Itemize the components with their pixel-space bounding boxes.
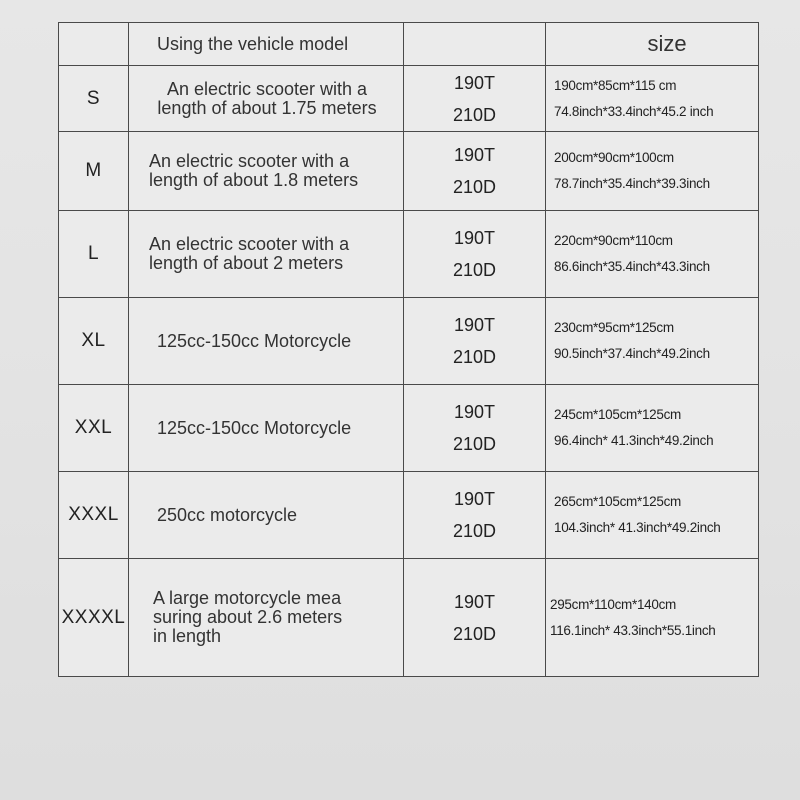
size-inch: 104.3inch* 41.3inch*49.2inch — [554, 520, 721, 535]
size-cm: 295cm*110cm*140cm — [550, 596, 676, 612]
vehicle-model — [129, 559, 404, 677]
fabric-190t: 190T — [453, 72, 496, 93]
vehicle-model-line: 250cc motorcycle — [157, 504, 298, 525]
fabric-cell — [404, 132, 546, 211]
size-cm: 190cm*85cm*115 cm — [554, 77, 677, 93]
vehicle-model-line: An electric scooter with a — [166, 78, 368, 99]
size-inch: 78.7inch*35.4inch*39.3inch — [554, 176, 710, 191]
vehicle-model-line: An electric scooter with a — [149, 234, 350, 254]
header-vehicle-model: Using the vehicle model — [129, 23, 404, 66]
fabric-210d: 210D — [452, 434, 497, 454]
size-code: M — [59, 132, 129, 211]
size-code: XXXXL — [59, 559, 129, 677]
vehicle-model-line: 125cc-150cc Motorcycle — [157, 417, 352, 438]
table-row — [59, 132, 759, 211]
vehicle-model-line: A large motorcycle mea — [153, 588, 342, 608]
size-code: XXL — [59, 385, 129, 472]
table-header-row — [59, 23, 759, 66]
size-cell — [546, 298, 759, 385]
size-cell — [546, 559, 759, 677]
fabric-210d: 210D — [452, 347, 497, 367]
fabric-cell — [404, 211, 546, 298]
vehicle-model — [129, 385, 404, 472]
fabric-cell — [404, 385, 546, 472]
size-cm: 220cm*90cm*110cm — [554, 233, 673, 248]
size-inch: 96.4inch* 41.3inch*49.2inch — [554, 433, 714, 448]
vehicle-model — [129, 66, 404, 132]
vehicle-model-line: 125cc-150cc Motorcycle — [157, 330, 352, 351]
fabric-cell — [404, 472, 546, 559]
size-cell — [546, 132, 759, 211]
vehicle-model-line: length of about 2 meters — [149, 253, 344, 273]
table-row — [59, 385, 759, 472]
fabric-210d: 210D — [452, 521, 497, 541]
fabric-190t: 190T — [453, 145, 496, 165]
size-cell — [546, 472, 759, 559]
fabric-210d: 210D — [452, 104, 497, 125]
size-inch: 74.8inch*33.4inch*45.2 inch — [554, 103, 714, 119]
table-row — [59, 472, 759, 559]
fabric-190t: 190T — [453, 315, 496, 335]
size-cm: 230cm*95cm*125cm — [554, 320, 674, 335]
size-chart-table — [58, 22, 759, 677]
fabric-cell — [404, 298, 546, 385]
vehicle-model — [129, 298, 404, 385]
table-row — [59, 559, 759, 677]
vehicle-model-line: An electric scooter with a — [149, 151, 350, 171]
fabric-210d: 210D — [452, 177, 497, 197]
size-inch: 86.6inch*35.4inch*43.3inch — [554, 259, 710, 274]
header-blank-cell — [59, 23, 129, 66]
fabric-cell — [404, 66, 546, 132]
size-inch: 90.5inch*37.4inch*49.2inch — [554, 346, 710, 361]
fabric-190t: 190T — [453, 489, 496, 509]
fabric-190t: 190T — [453, 591, 496, 612]
table-row — [59, 66, 759, 132]
vehicle-model — [129, 211, 404, 298]
size-cell — [546, 211, 759, 298]
header-blank-fabric-cell — [404, 23, 546, 66]
size-inch: 116.1inch* 43.3inch*55.1inch — [550, 622, 716, 638]
fabric-190t: 190T — [453, 402, 496, 422]
vehicle-model-line: suring about 2.6 meters — [153, 607, 343, 627]
size-cm: 265cm*105cm*125cm — [554, 494, 681, 509]
vehicle-model-line: in length — [153, 626, 222, 646]
fabric-190t: 190T — [453, 228, 496, 248]
fabric-210d: 210D — [452, 623, 497, 644]
size-code: L — [59, 211, 129, 298]
fabric-210d: 210D — [452, 260, 497, 280]
vehicle-model-line: length of about 1.8 meters — [149, 170, 359, 190]
vehicle-model — [129, 472, 404, 559]
size-code: XL — [59, 298, 129, 385]
size-cell — [546, 66, 759, 132]
size-cm: 200cm*90cm*100cm — [554, 150, 674, 165]
vehicle-model — [129, 132, 404, 211]
table-row — [59, 298, 759, 385]
fabric-cell — [404, 559, 546, 677]
header-size: size — [546, 23, 759, 66]
size-cm: 245cm*105cm*125cm — [554, 407, 681, 422]
size-cell — [546, 385, 759, 472]
table-row — [59, 211, 759, 298]
size-code: S — [59, 66, 129, 132]
vehicle-model-line: length of about 1.75 meters — [157, 97, 377, 118]
size-code: XXXL — [59, 472, 129, 559]
